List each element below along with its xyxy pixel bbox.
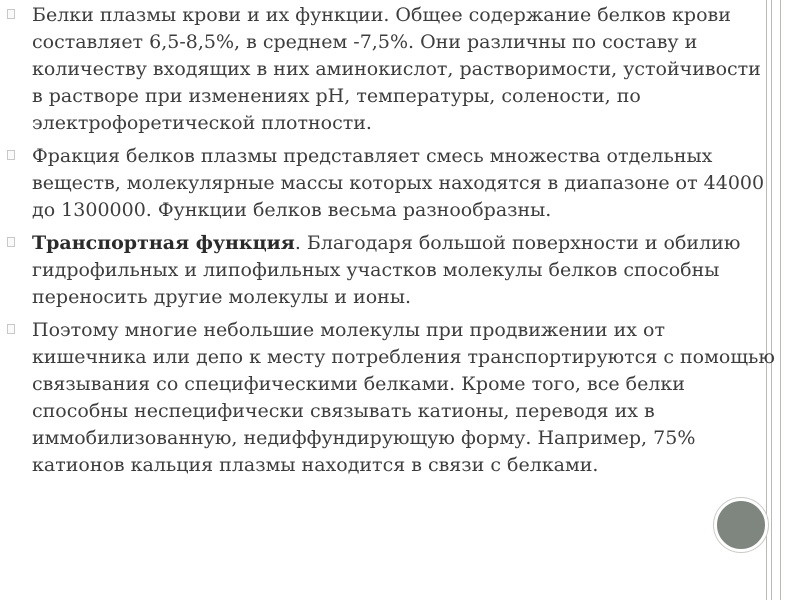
- paragraph-text: Белки плазмы крови и их функции. Общее содержание белков крови составляет 6,5-8,5%, в среднем -7,5%. Они различны по составу и количеству входящих в них аминокислот, растворимости, устойчивости в растворе при изменениях pH, температуры, солености, по электрофоретической плотности.: [32, 4, 761, 134]
- paragraph-text: Поэтому многие небольшие молекулы при продвижении их от кишечника или депо к месту потребления транспортируются с помощью связывания со специфическими белками. Кроме того, все белки способны неспецифически связывать катионы, переводя их в иммобилизованную, недиффундирующую форму. Например, 75% катионов кальция плазмы находится в связи с белками.: [32, 319, 775, 476]
- paragraph-text: . Благодаря большой поверхности и обилию гидрофильных и липофильных участков молекулы белков способны переносить другие молекулы и ионы.: [32, 232, 741, 308]
- paragraph-2: [0, 143, 775, 224]
- slide-body: [0, 2, 775, 485]
- decorative-circle: [714, 498, 768, 552]
- paragraph-bold-lead: Транспортная функция: [32, 232, 295, 254]
- paragraph-text: Фракция белков плазмы представляет смесь множества отдельных веществ, молекулярные массы которых находятся в диапазоне от 44000 до 1300000. Функции белков весьма разнообразны.: [32, 145, 765, 221]
- bullet-square-icon: [7, 237, 15, 247]
- bullet-square-icon: [7, 324, 15, 334]
- bullet-square-icon: [7, 9, 15, 19]
- frame-line: [780, 0, 781, 600]
- paragraph-4: [0, 317, 775, 479]
- paragraph-1: [0, 2, 775, 137]
- paragraph-3: [0, 230, 775, 311]
- bullet-square-icon: [7, 150, 15, 160]
